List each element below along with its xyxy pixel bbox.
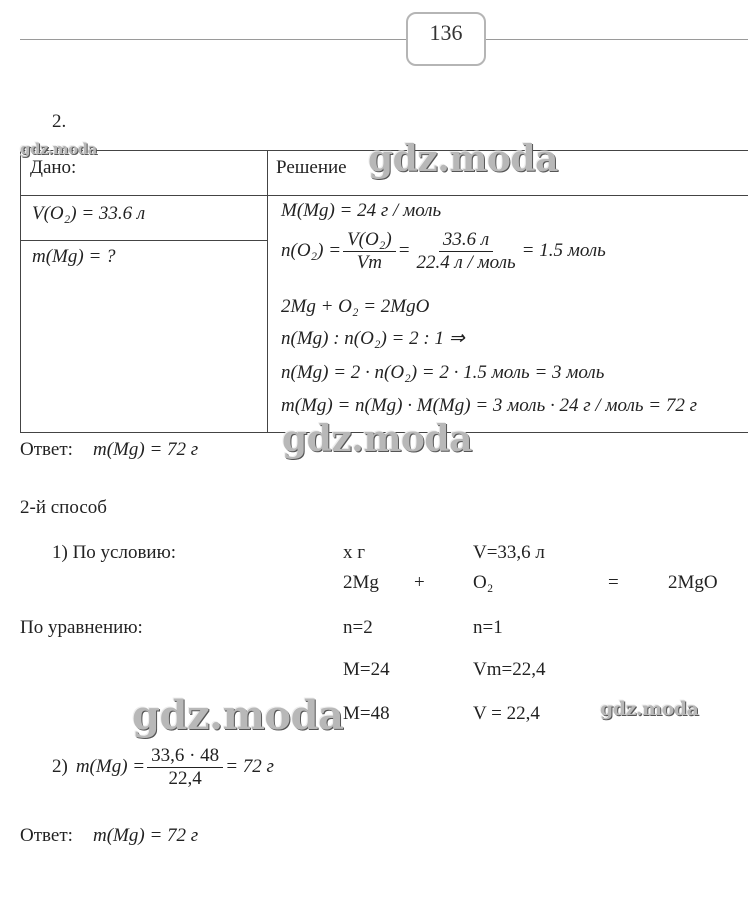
equation-equals: = [608,572,619,593]
solution-mass-mg: m(Mg) = n(Mg) · M(Mg) = 3 моль · 24 г / моль = 72 г [281,395,697,416]
fraction-2-denominator: 22.4 л / моль [416,251,516,273]
fraction-2-numerator: 33.6 л [439,230,493,252]
step-2-numerator: 33,6 · 48 [147,746,223,768]
volume-o2: V = 22,4 [473,703,540,724]
equals-sign: = [397,240,411,262]
equation-mg: 2Mg [343,572,379,593]
fraction-1-denominator: Vm [356,251,383,273]
equation-mgo: 2MgO [668,572,718,593]
watermark-small-top: gdz.moda [20,140,97,158]
task-number: 2. [52,111,67,132]
equation-o2: O₂ [473,572,494,593]
answer-1-label: Ответ: [20,439,73,460]
fraction-v-over-vm [343,230,396,273]
step-2-left: m(Mg) = [75,756,146,778]
mass-mg: M=48 [343,703,390,724]
watermark-large-header: gdz.moda [368,138,558,180]
method-2-title: 2-й способ [20,497,107,518]
step-1-label: 1) По условию: [52,542,177,563]
answer-2-label: Ответ: [20,825,73,846]
moles-o2-left: n(O₂) = [281,240,342,262]
solution-ratio: n(Mg) : n(O₂) = 2 : 1 ⇒ [281,328,465,349]
fraction-values [412,230,519,273]
equation-plus: + [414,572,425,593]
step-2-formula [52,746,274,789]
step-2-label: 2) [52,756,68,778]
moles-o2-right: = 1.5 моль [521,240,606,262]
watermark-small-right: gdz.moda [600,698,699,720]
solution-equation: 2Mg + O₂ = 2MgO [281,296,430,317]
step-2-right: = 72 г [225,756,274,778]
n-o2: n=1 [473,617,503,638]
page-number: 136 [429,20,463,45]
condition-mg: х г [343,542,366,563]
solution-moles-o2 [281,230,606,273]
header-rule-left [20,39,406,40]
watermark-large-bottom: gdz.moda [132,692,344,739]
watermark-large-middle: gdz.moda [282,418,472,460]
step-2-denominator: 22,4 [168,767,202,789]
fraction-1-numerator: V(O₂) [343,230,396,252]
condition-o2: V=33,6 л [473,542,545,563]
given-unknown: m(Mg) = ? [32,246,116,267]
n-mg: n=2 [343,617,373,638]
solution-molar-mass: M(Mg) = 24 г / моль [281,200,442,221]
cell-given-2 [20,240,268,433]
solution-header: Решение [276,157,347,178]
molar-volume-o2: Vm=22,4 [473,659,546,680]
step-2-fraction [147,746,223,789]
header-rule-right [486,39,748,40]
answer-2-value: m(Mg) = 72 г [93,825,199,846]
given-header: Дано: [30,157,77,178]
by-equation-label: По уравнению: [20,617,143,638]
answer-1-value: m(Mg) = 72 г [93,439,199,460]
solution-moles-mg: n(Mg) = 2 · n(O₂) = 2 · 1.5 моль = 3 моль [281,362,605,383]
molar-mass-mg: M=24 [343,659,390,680]
given-volume: V(O₂) = 33.6 л [32,203,146,224]
